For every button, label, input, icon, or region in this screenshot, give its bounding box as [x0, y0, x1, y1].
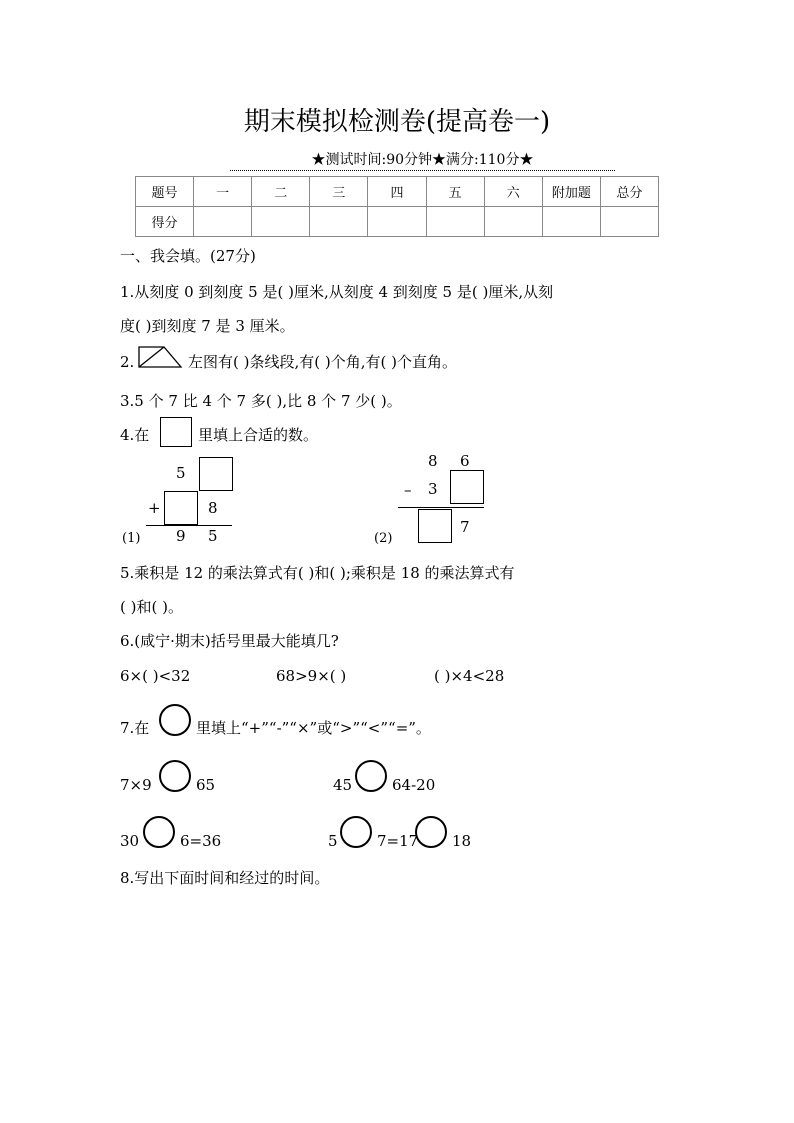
question-1-line-2: 度( )到刻度 7 是 3 厘米。 — [120, 317, 295, 335]
score-table-header-row — [136, 177, 659, 207]
score-cell[interactable] — [252, 207, 310, 237]
q7d-right: 18 — [452, 832, 472, 850]
p2-answer-box-top[interactable] — [450, 470, 484, 504]
question-5-line-2: ( )和( )。 — [120, 598, 183, 616]
q7c-answer-circle[interactable] — [143, 816, 175, 848]
score-cell[interactable] — [542, 207, 600, 237]
question-6-title: 6.(咸宁·期末)括号里最大能填几? — [120, 632, 339, 650]
q7d-middle: 7=17 — [377, 832, 419, 850]
p2-result-digit: 7 — [460, 518, 470, 536]
q7d-left: 5 — [328, 832, 338, 850]
p1-label: (1) — [122, 531, 141, 546]
section-heading: 一、我会填。(27分) — [120, 247, 256, 265]
p2-difference-line — [398, 507, 484, 508]
header-cell: 六 — [484, 177, 542, 207]
score-row-label: 得分 — [136, 207, 194, 237]
q7b-answer-circle[interactable] — [355, 760, 387, 792]
p2-answer-box-result[interactable] — [418, 509, 452, 543]
score-cell[interactable] — [484, 207, 542, 237]
header-cell: 四 — [368, 177, 426, 207]
q7c-left: 30 — [120, 832, 140, 850]
p2-top-digit-1: 8 — [428, 452, 438, 470]
exam-info: ★测试时间:90分钟★满分:110分★ — [311, 152, 534, 168]
question-4-suffix: 里填上合适的数。 — [198, 426, 319, 444]
question-2-number: 2. — [120, 353, 135, 371]
dotted-divider — [230, 170, 615, 171]
p1-answer-box-top[interactable] — [199, 457, 233, 491]
score-table-score-row — [136, 207, 659, 237]
question-3: 3.5 个 7 比 4 个 7 多( ),比 8 个 7 少( )。 — [120, 392, 402, 410]
answer-box-sample — [160, 417, 192, 447]
q7d-answer-circle-1[interactable] — [340, 816, 372, 848]
question-6-expr-2: 68>9×( ) — [276, 667, 347, 685]
score-cell[interactable] — [426, 207, 484, 237]
header-cell: 五 — [426, 177, 484, 207]
trapezoid-figure — [136, 344, 184, 370]
question-5-line-1: 5.乘积是 12 的乘法算式有( )和( );乘积是 18 的乘法算式有 — [120, 564, 515, 582]
question-1-line-1: 1.从刻度 0 到刻度 5 是( )厘米,从刻度 4 到刻度 5 是( )厘米,从刻 — [120, 283, 554, 301]
score-cell[interactable] — [310, 207, 368, 237]
p2-label: (2) — [374, 531, 393, 546]
header-cell: 一 — [194, 177, 252, 207]
header-cell: 总分 — [600, 177, 658, 207]
q7b-right: 64-20 — [392, 776, 436, 794]
question-7-suffix: 里填上“+”“-”“×”或“>”“<”“=”。 — [196, 719, 431, 737]
score-cell[interactable] — [194, 207, 252, 237]
question-7-prefix: 7.在 — [120, 719, 150, 737]
q7a-right: 65 — [196, 776, 216, 794]
p2-operator: – — [404, 481, 412, 499]
p1-result-digit-2: 5 — [208, 527, 218, 545]
header-cell: 二 — [252, 177, 310, 207]
score-cell[interactable] — [600, 207, 658, 237]
score-cell[interactable] — [368, 207, 426, 237]
header-cell: 三 — [310, 177, 368, 207]
question-8: 8.写出下面时间和经过的时间。 — [120, 869, 330, 887]
question-4-prefix: 4.在 — [120, 426, 150, 444]
p2-top-digit-2: 6 — [460, 452, 470, 470]
q7b-left: 45 — [333, 776, 353, 794]
score-table — [135, 176, 659, 237]
p1-top-digit: 5 — [176, 464, 186, 482]
circle-sample — [159, 704, 191, 736]
q7a-answer-circle[interactable] — [159, 760, 191, 792]
p1-mid-digit: 8 — [208, 499, 218, 517]
question-2-text: 左图有( )条线段,有( )个角,有( )个直角。 — [188, 353, 457, 371]
q7d-answer-circle-2[interactable] — [415, 816, 447, 848]
p1-result-digit-1: 9 — [176, 527, 186, 545]
q7c-right: 6=36 — [180, 832, 222, 850]
header-cell: 附加题 — [542, 177, 600, 207]
page-title: 期末模拟检测卷(提高卷一) — [243, 107, 551, 137]
question-6-expr-3: ( )×4<28 — [434, 667, 505, 685]
question-6-expr-1: 6×( )<32 — [120, 667, 191, 685]
p1-operator: + — [148, 499, 161, 517]
p1-sum-line — [146, 525, 232, 526]
header-cell: 题号 — [136, 177, 194, 207]
q7a-left: 7×9 — [120, 776, 152, 794]
p2-mid-digit: 3 — [428, 480, 438, 498]
p1-answer-box-mid[interactable] — [164, 491, 198, 525]
